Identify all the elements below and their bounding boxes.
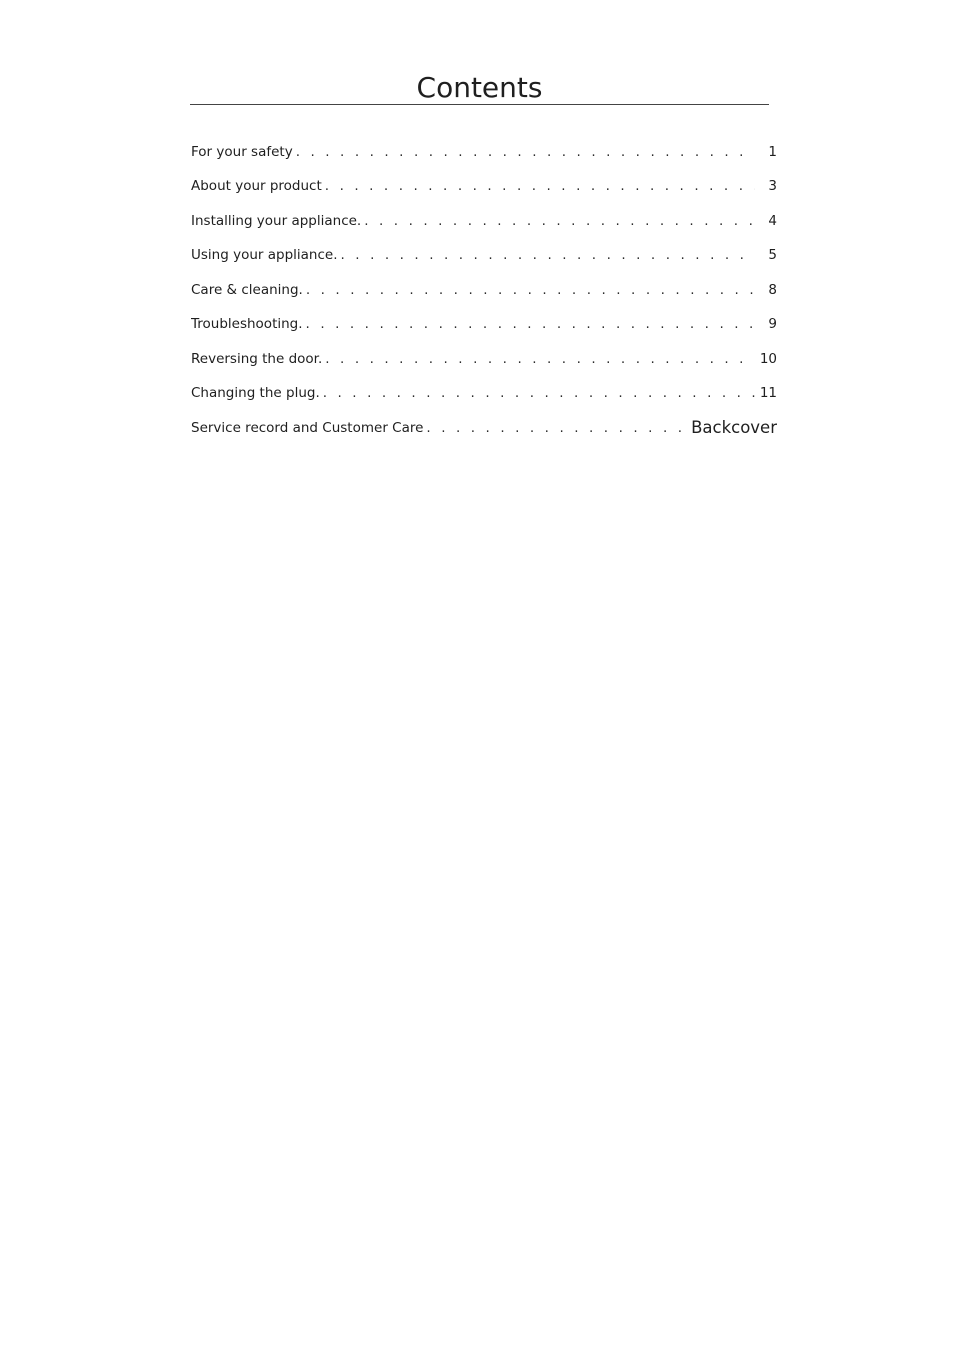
toc-leader-dots — [325, 177, 755, 195]
toc-entry-page: 9 — [768, 316, 777, 332]
toc-leader-dots — [306, 315, 755, 333]
toc-entry-reversing-the-door — [191, 333, 777, 368]
toc-entry-label: Reversing the door. — [191, 350, 323, 367]
toc-entry-service-record — [191, 402, 777, 437]
toc-entry-installing-your-appliance — [191, 195, 777, 230]
toc-entry-changing-the-plug — [191, 368, 777, 403]
toc-leader-dots — [296, 143, 755, 161]
toc-leader-dots — [364, 212, 755, 230]
toc-entry-label: Installing your appliance. — [191, 212, 362, 229]
toc-leader-dots — [426, 419, 687, 437]
toc-entry-label: About your product — [191, 178, 322, 194]
toc-entry-for-your-safety — [191, 126, 777, 161]
toc-entry-troubleshooting — [191, 299, 777, 334]
toc-entry-page: 3 — [768, 178, 777, 194]
toc-entry-page: 8 — [768, 281, 777, 298]
toc-entry-care-and-cleaning — [191, 264, 777, 299]
toc-entry-page: Backcover — [691, 417, 777, 437]
toc-entry-page: 10 — [759, 350, 777, 367]
title-divider — [190, 104, 769, 105]
toc-entry-label: Using your appliance. — [191, 247, 338, 263]
toc-entry-label: Changing the plug. — [191, 385, 320, 401]
toc-entry-label: Troubleshooting. — [191, 316, 303, 332]
toc-entry-label: Service record and Customer Care — [191, 419, 424, 436]
toc-leader-dots — [323, 384, 755, 402]
toc-leader-dots — [325, 350, 755, 368]
toc-entry-using-your-appliance — [191, 230, 777, 265]
toc-entry-page: 5 — [768, 247, 777, 263]
toc-entry-page: 4 — [768, 212, 777, 229]
toc-entry-page: 1 — [768, 143, 777, 160]
page-title: Contents — [416, 71, 543, 104]
table-of-contents — [191, 126, 777, 437]
toc-leader-dots — [306, 281, 755, 299]
toc-entry-page: 11 — [759, 385, 777, 401]
toc-entry-about-your-product — [191, 161, 777, 196]
toc-entry-label: Care & cleaning. — [191, 281, 303, 298]
toc-leader-dots — [341, 246, 756, 264]
toc-entry-label: For your safety — [191, 143, 293, 160]
